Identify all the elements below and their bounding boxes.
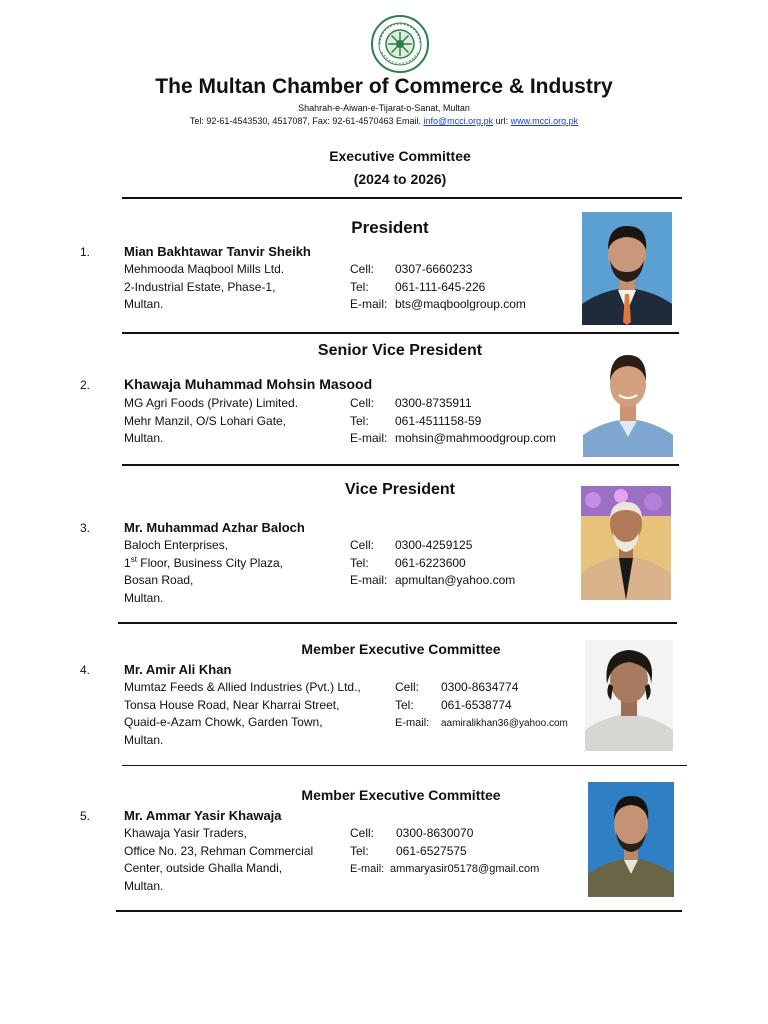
tel-label: Tel: — [350, 279, 369, 294]
cell-number: 0307-6660233 — [395, 262, 473, 276]
divider — [122, 765, 687, 766]
member-photo — [588, 782, 674, 897]
committee-title: Executive Committee — [329, 148, 471, 164]
tel-label: Tel: — [395, 697, 414, 712]
org-address: Shahrah-e-Aiwan-e-Tijarat-o-Sanat, Multan — [298, 103, 470, 113]
email-label: E-mail: — [350, 573, 388, 587]
tel-number: 061-4511158-59 — [395, 413, 482, 428]
section-title-president: President — [351, 218, 429, 237]
member-contacts — [350, 261, 526, 314]
member-contacts — [395, 679, 568, 733]
member-name: Mr. Muhammad Azhar Baloch — [124, 520, 305, 535]
member-name: Mian Bakhtawar Tanvir Sheikh — [124, 244, 311, 259]
email-label: E-mail: — [350, 863, 385, 875]
address-line: Mumtaz Feeds & Allied Industries (Pvt.) Ltd., — [124, 680, 361, 694]
address-line: MG Agri Foods (Private) Limited. — [124, 396, 299, 410]
member-address — [124, 261, 284, 314]
member-email: apmultan@yahoo.com — [395, 573, 516, 587]
org-contact-line — [0, 116, 768, 126]
cell-number: 0300-8735911 — [395, 396, 472, 410]
divider — [122, 464, 679, 466]
address-line: Mehr Manzil, O/S Lohari Gate, — [124, 413, 287, 428]
cell-number: 0300-8630070 — [396, 826, 474, 840]
address-line: 2-Industrial Estate, Phase-1, — [124, 279, 276, 294]
section-title-member-executive-committee: Member Executive Committee — [301, 787, 501, 803]
address-line: Quaid-e-Azam Chowk, Garden Town, — [124, 715, 323, 729]
member-address — [124, 395, 298, 448]
url-prefix: url: — [493, 116, 511, 126]
tel-number: 061-111-645-226 — [395, 279, 486, 294]
address-line: Multan. — [124, 732, 164, 747]
contact-prefix: Tel: 92-61-4543530, 4517087, Fax: 92-61-4570463 Email. — [189, 116, 424, 126]
member-number: 3. — [80, 521, 91, 535]
divider — [122, 197, 682, 199]
member-address — [124, 537, 283, 607]
cell-label: Cell: — [350, 826, 375, 840]
section-title-member-executive-committee: Member Executive Committee — [301, 641, 501, 657]
member-contacts — [350, 537, 515, 590]
email-label: E-mail: — [350, 431, 388, 445]
member-photo — [583, 345, 673, 457]
tel-label: Tel: — [350, 413, 369, 428]
cell-label: Cell: — [350, 396, 375, 410]
member-photo — [581, 486, 671, 600]
org-url-link[interactable]: www.mcci.org.pk — [510, 116, 579, 126]
member-number: 1. — [80, 245, 91, 259]
tel-number: 061-6223600 — [395, 555, 466, 570]
member-number: 2. — [80, 378, 91, 392]
mcci-logo — [370, 14, 430, 74]
divider — [118, 622, 677, 624]
tel-number: 061-6527575 — [396, 843, 467, 858]
address-line: Multan. — [124, 590, 164, 605]
member-name: Mr. Ammar Yasir Khawaja — [124, 808, 282, 823]
email-label: E-mail: — [395, 717, 430, 729]
member-email: bts@maqboolgroup.com — [395, 297, 526, 311]
tel-label: Tel: — [350, 555, 369, 570]
member-photo — [585, 640, 673, 751]
tel-label: Tel: — [350, 843, 369, 858]
cell-number: 0300-4259125 — [395, 538, 473, 552]
tel-number: 061-6538774 — [441, 697, 512, 712]
member-address — [124, 825, 313, 895]
address-line: Multan. — [124, 297, 164, 311]
org-email-link[interactable]: info@mcci.org.pk — [423, 116, 494, 126]
committee-term: (2024 to 2026) — [353, 171, 447, 187]
address-line: Bosan Road, — [124, 573, 194, 587]
member-number: 4. — [80, 663, 91, 677]
address-line: Baloch Enterprises, — [124, 538, 229, 552]
address-line: Tonsa House Road, Near Kharrai Street, — [124, 697, 340, 712]
member-email: ammaryasir05178@gmail.com — [390, 863, 540, 875]
member-number: 5. — [80, 809, 91, 823]
member-contacts — [350, 395, 556, 448]
address-line: Multan. — [124, 878, 164, 893]
org-name: The Multan Chamber of Commerce & Industry — [155, 75, 613, 98]
member-email: mohsin@mahmoodgroup.com — [395, 431, 556, 445]
section-title-vice-president: Vice President — [345, 481, 455, 498]
cell-number: 0300-8634774 — [441, 680, 519, 694]
address-line: Mehmooda Maqbool Mills Ltd. — [124, 262, 285, 276]
cell-label: Cell: — [395, 680, 420, 694]
address-line: Multan. — [124, 431, 164, 445]
divider — [116, 910, 682, 912]
address-line: Center, outside Ghalla Mandi, — [124, 861, 283, 875]
divider — [122, 332, 679, 334]
member-photo — [582, 212, 672, 325]
member-name: Khawaja Muhammad Mohsin Masood — [124, 376, 373, 392]
member-name: Mr. Amir Ali Khan — [124, 662, 232, 677]
cell-label: Cell: — [350, 538, 375, 552]
member-contacts — [350, 825, 539, 879]
email-label: E-mail: — [350, 297, 388, 311]
member-address — [124, 679, 361, 749]
address-line-floor: 1st Floor, Business City Plaza, — [124, 554, 283, 570]
member-email: aamiralikhan36@yahoo.com — [441, 718, 568, 729]
address-line: Office No. 23, Rehman Commercial — [124, 843, 314, 858]
address-line: Khawaja Yasir Traders, — [124, 826, 247, 840]
cell-label: Cell: — [350, 262, 375, 276]
section-title-senior-vice-president: Senior Vice President — [317, 342, 483, 359]
